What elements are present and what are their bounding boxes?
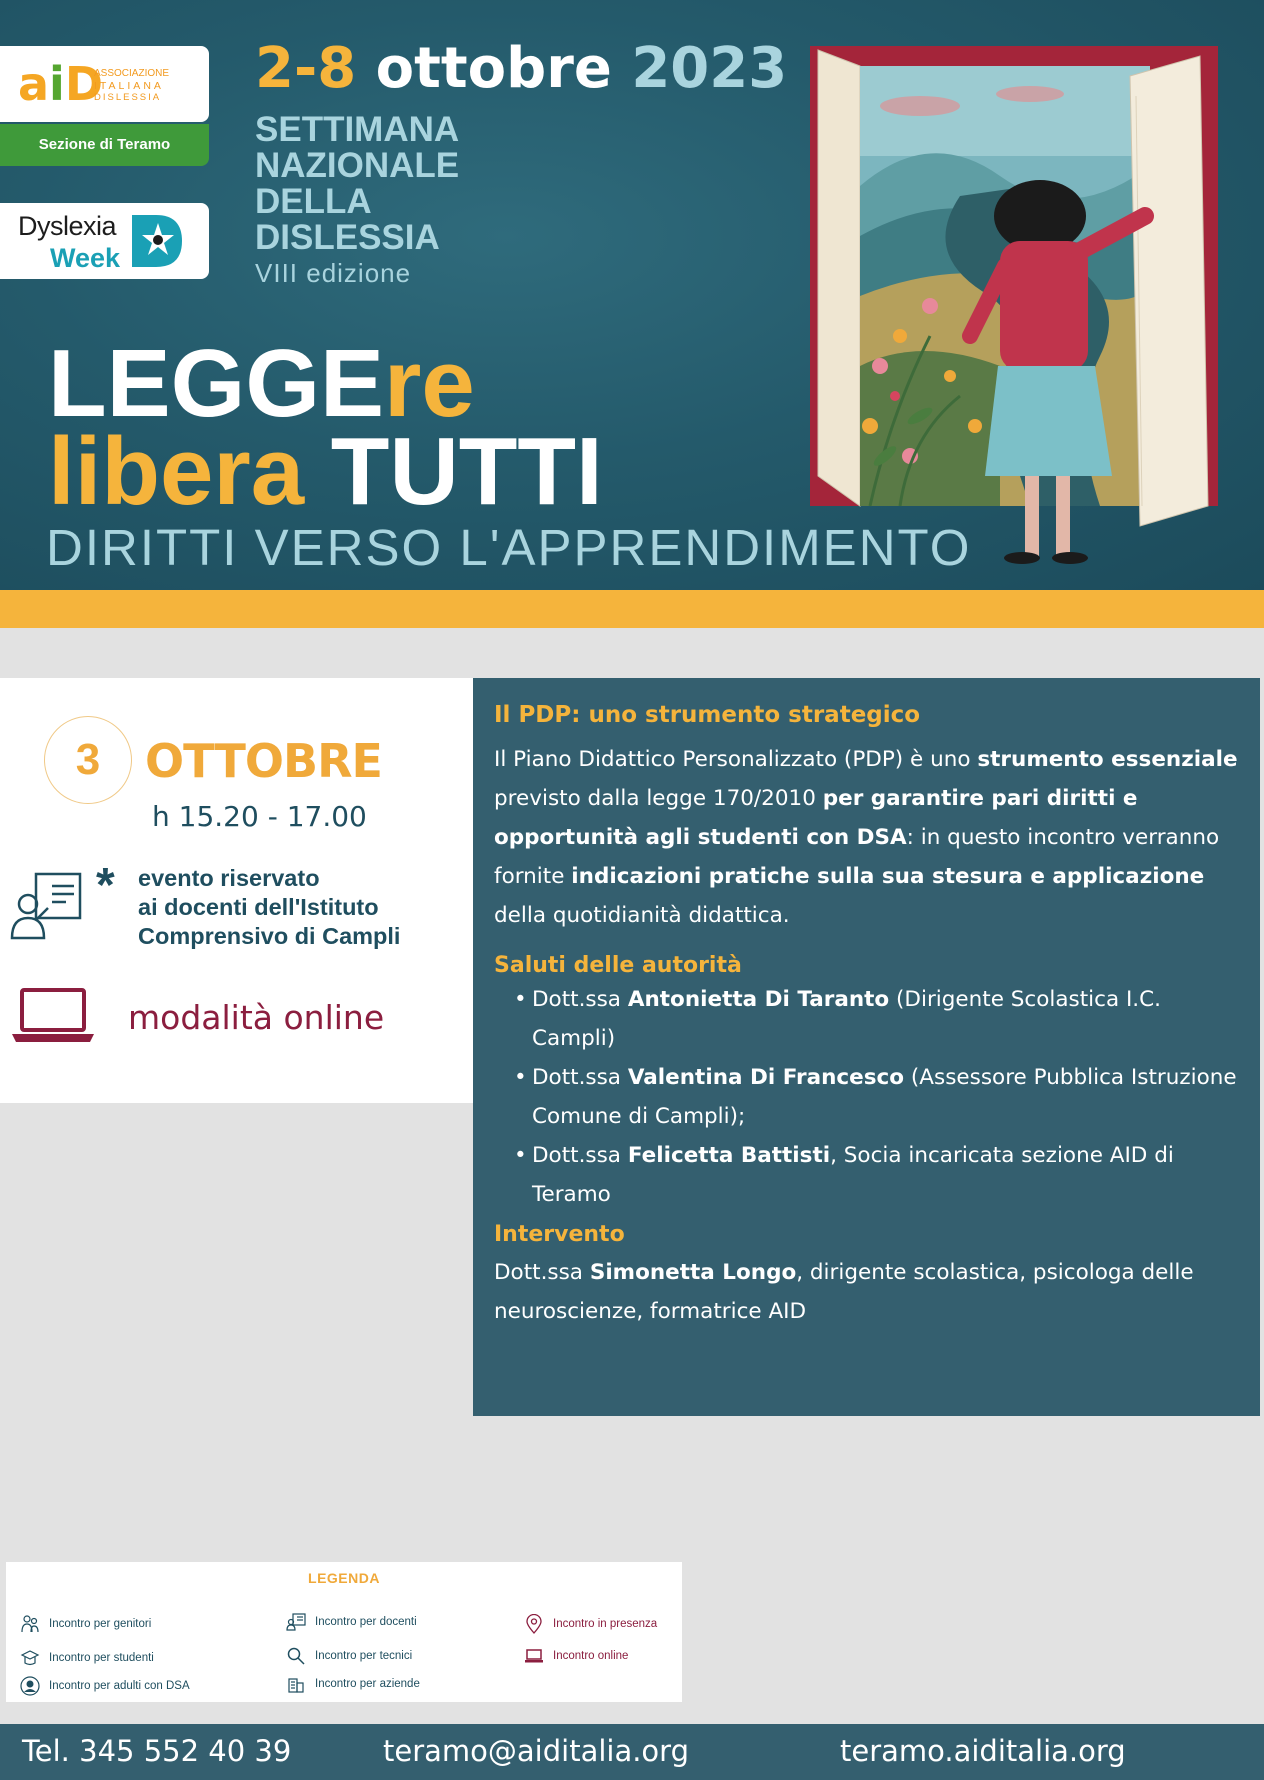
headline-part: libera <box>48 418 305 525</box>
intervento-title: Intervento <box>494 1222 625 1247</box>
legend-item <box>286 1612 417 1632</box>
list-item <box>494 1058 1238 1136</box>
legend-label: Incontro per tecnici <box>315 1650 413 1662</box>
company-icon <box>286 1674 306 1694</box>
headline-part: LEGGE <box>48 330 385 437</box>
event-month: OTTOBRE <box>145 734 382 788</box>
text-run: previsto dalla legge 170/2010 <box>494 786 823 811</box>
legend-item <box>524 1646 628 1666</box>
date-range: 2-8 <box>255 36 357 101</box>
legend-item <box>20 1614 151 1634</box>
aid-logo-mark: aiD <box>18 57 104 111</box>
speaker-name: Antonietta Di Taranto <box>627 987 890 1012</box>
magnifier-icon <box>286 1646 306 1666</box>
aid-logo <box>0 46 209 122</box>
laptop-icon <box>524 1646 544 1666</box>
legend-label: Incontro per docenti <box>315 1616 417 1628</box>
aid-logo-line3: DISLESSIA <box>94 92 162 103</box>
week-title-line: NAZIONALE <box>255 146 460 185</box>
hero-banner <box>0 0 1264 590</box>
aid-logo-text <box>94 68 169 104</box>
legend-label: Incontro in presenza <box>553 1618 658 1630</box>
legend-item <box>20 1648 154 1668</box>
edition-label: VIII edizione <box>255 258 412 288</box>
week-title-line: SETTIMANA <box>255 110 460 149</box>
event-day: 3 <box>44 716 132 804</box>
speaker-role: , dirigente scolastica, psicologa delle neuroscienze, formatrice AID <box>494 1260 1194 1324</box>
dyslexia-week-mark-icon <box>130 213 184 269</box>
aid-logo-line2: ITALIANA <box>94 80 164 92</box>
text-run: Dott.ssa <box>532 1065 628 1090</box>
aid-section-label: Sezione di Teramo <box>0 124 209 166</box>
parents-icon <box>20 1614 40 1634</box>
phone-number[interactable]: Tel. 345 552 40 39 <box>22 1734 292 1768</box>
event-dates <box>255 36 787 101</box>
text-run-bold: strumento essenziale <box>977 747 1238 772</box>
event-time: h 15.20 - 17.00 <box>152 800 367 833</box>
speaker-role: (Assessore Pubblica Istruzione Comune di Campli); <box>532 1065 1237 1129</box>
week-word: Week <box>50 243 121 273</box>
legend-label: Incontro per aziende <box>315 1678 420 1690</box>
legend-label: Incontro per genitori <box>49 1618 152 1630</box>
reserved-note-line: ai docenti dell'Istituto <box>138 894 379 920</box>
dyslexia-word: Dyslexia <box>18 211 117 241</box>
week-title-line: DISLESSIA <box>255 218 440 257</box>
legend-title: LEGENDA <box>308 1570 380 1586</box>
week-title <box>255 112 555 256</box>
dyslexia-week-logo <box>0 203 209 279</box>
headline-part: TUTTI <box>330 418 603 525</box>
reserved-note-line: Comprensivo di Campli <box>138 923 401 949</box>
reserved-note-line: evento riservato <box>138 865 320 891</box>
details-title: Il PDP: uno strumento strategico <box>494 702 921 728</box>
intervento-description <box>494 1253 1238 1331</box>
details-description <box>494 740 1238 935</box>
aid-logo-line1: ASSOCIAZIONE <box>94 68 170 79</box>
teacher-icon <box>8 868 84 944</box>
legend-label: Incontro online <box>553 1650 629 1662</box>
text-run: Dott.ssa <box>494 1260 590 1285</box>
week-title-line: DELLA <box>255 182 372 221</box>
list-item <box>494 980 1238 1058</box>
greetings-list <box>494 980 1238 1214</box>
text-run: Dott.ssa <box>532 1143 628 1168</box>
event-info-panel <box>0 678 473 1103</box>
event-mode: modalità online <box>128 998 385 1037</box>
website-link[interactable]: teramo.aiditalia.org <box>840 1734 1126 1768</box>
reserved-note <box>138 864 468 951</box>
headline <box>48 330 603 525</box>
laptop-icon <box>10 986 96 1046</box>
date-year: 2023 <box>631 36 788 101</box>
speaker-name: Simonetta Longo <box>589 1260 797 1285</box>
legend-item <box>524 1614 657 1634</box>
text-run-bold: per garantire pari diritti e opportunità agli studenti con DSA <box>494 786 1138 850</box>
text-run: della quotidianità didattica. <box>494 903 790 928</box>
greetings-title: Saluti delle autorità <box>494 953 742 978</box>
email-link[interactable]: teramo@aiditalia.org <box>383 1734 690 1768</box>
speaker-role: (Dirigente Scolastica I.C. Campli) <box>532 987 1161 1051</box>
legend-item <box>286 1674 420 1694</box>
text-run-bold: indicazioni pratiche sulla sua stesura e applicazione <box>571 864 1205 889</box>
legend-item <box>20 1676 190 1696</box>
headline-part: re <box>384 330 475 437</box>
location-pin-icon <box>524 1614 544 1634</box>
text-run: : in questo incontro verranno fornite <box>494 825 1220 889</box>
students-icon <box>20 1648 40 1668</box>
contact-footer <box>0 1724 1264 1780</box>
list-item <box>494 1136 1238 1214</box>
legend-box <box>6 1562 682 1702</box>
speaker-role: , Socia incaricata sezione AID di Teramo <box>532 1143 1174 1207</box>
orange-divider-stripe <box>0 590 1264 628</box>
text-run: Dott.ssa <box>532 987 628 1012</box>
legend-item <box>286 1646 412 1666</box>
legend-label: Incontro per adulti con DSA <box>49 1680 190 1692</box>
legend-label: Incontro per studenti <box>49 1652 154 1664</box>
subheadline: DIRITTI VERSO L'APPRENDIMENTO <box>46 519 972 576</box>
date-month: ottobre <box>375 36 612 101</box>
adult-icon <box>20 1676 40 1696</box>
event-details-panel <box>473 678 1260 1416</box>
speaker-name: Valentina Di Francesco <box>627 1065 905 1090</box>
book-illustration <box>800 36 1250 586</box>
speaker-name: Felicetta Battisti <box>627 1143 831 1168</box>
teacher-icon <box>286 1612 306 1632</box>
asterisk-mark: * <box>96 859 115 912</box>
text-run: Il Piano Didattico Personalizzato (PDP) è uno <box>494 747 978 772</box>
